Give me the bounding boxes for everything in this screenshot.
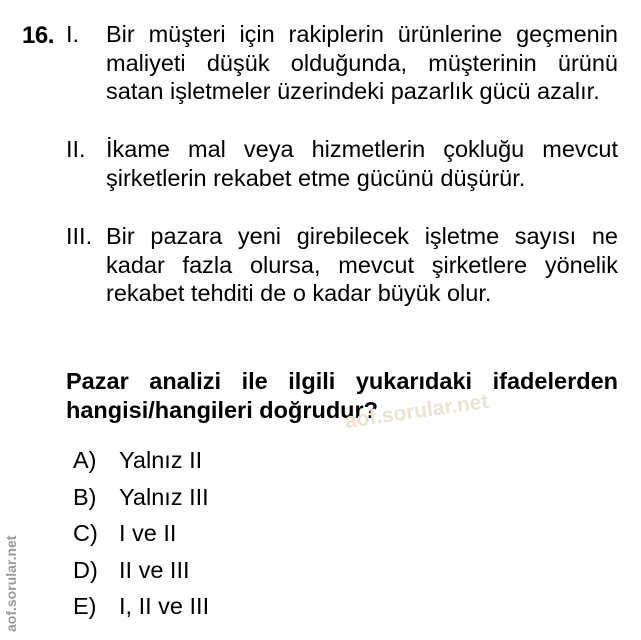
option-c-letter: C) xyxy=(73,520,98,546)
answer-options xyxy=(73,447,209,630)
option-d-text: II ve III xyxy=(119,556,190,583)
question-number: 16. xyxy=(22,22,54,49)
option-a-letter: A) xyxy=(73,447,97,473)
watermark-side: aof.sorular.net xyxy=(3,535,19,632)
statement-1 xyxy=(66,20,618,106)
option-b-letter: B) xyxy=(73,483,97,510)
option-e-letter: E) xyxy=(73,593,97,619)
option-d[interactable] xyxy=(73,557,209,594)
statement-3 xyxy=(66,222,618,308)
option-c[interactable] xyxy=(73,520,209,557)
statement-2 xyxy=(66,135,618,192)
option-c-text: I ve II xyxy=(119,520,177,546)
statement-1-text: Bir müşteri için rakiplerin ürünlerine geçmenin maliyeti düşük olduğunda, müşterinin ürünü satan işletmeler üzerindeki pazarlık gücü azalır. xyxy=(106,21,618,104)
statement-1-numeral: I. xyxy=(66,21,80,47)
statement-2-text: İkame mal veya hizmetlerin çokluğu mevcut şirketlerin rekabet etme gücünü düşürür. xyxy=(106,136,618,191)
option-a[interactable] xyxy=(73,447,209,484)
statement-3-numeral: III. xyxy=(66,223,93,249)
statement-2-numeral: II. xyxy=(66,136,86,162)
option-e-text: I, II ve III xyxy=(119,593,210,619)
option-e[interactable] xyxy=(73,593,209,630)
option-a-text: Yalnız II xyxy=(119,447,203,473)
watermark-center: aof.sorular.net xyxy=(343,389,490,433)
question-prompt: Pazar analizi ile ilgili yukarıdaki ifadelerden hangisi/hangileri doğrudur? xyxy=(66,368,618,423)
option-b[interactable] xyxy=(73,484,209,521)
statement-3-text: Bir pazara yeni girebilecek işletme sayısı ne kadar fazla olursa, mevcut şirketlere yönelik rekabet tehditi de o kadar büyük olur. xyxy=(106,223,618,306)
option-b-text: Yalnız III xyxy=(119,483,209,510)
option-d-letter: D) xyxy=(73,556,98,583)
